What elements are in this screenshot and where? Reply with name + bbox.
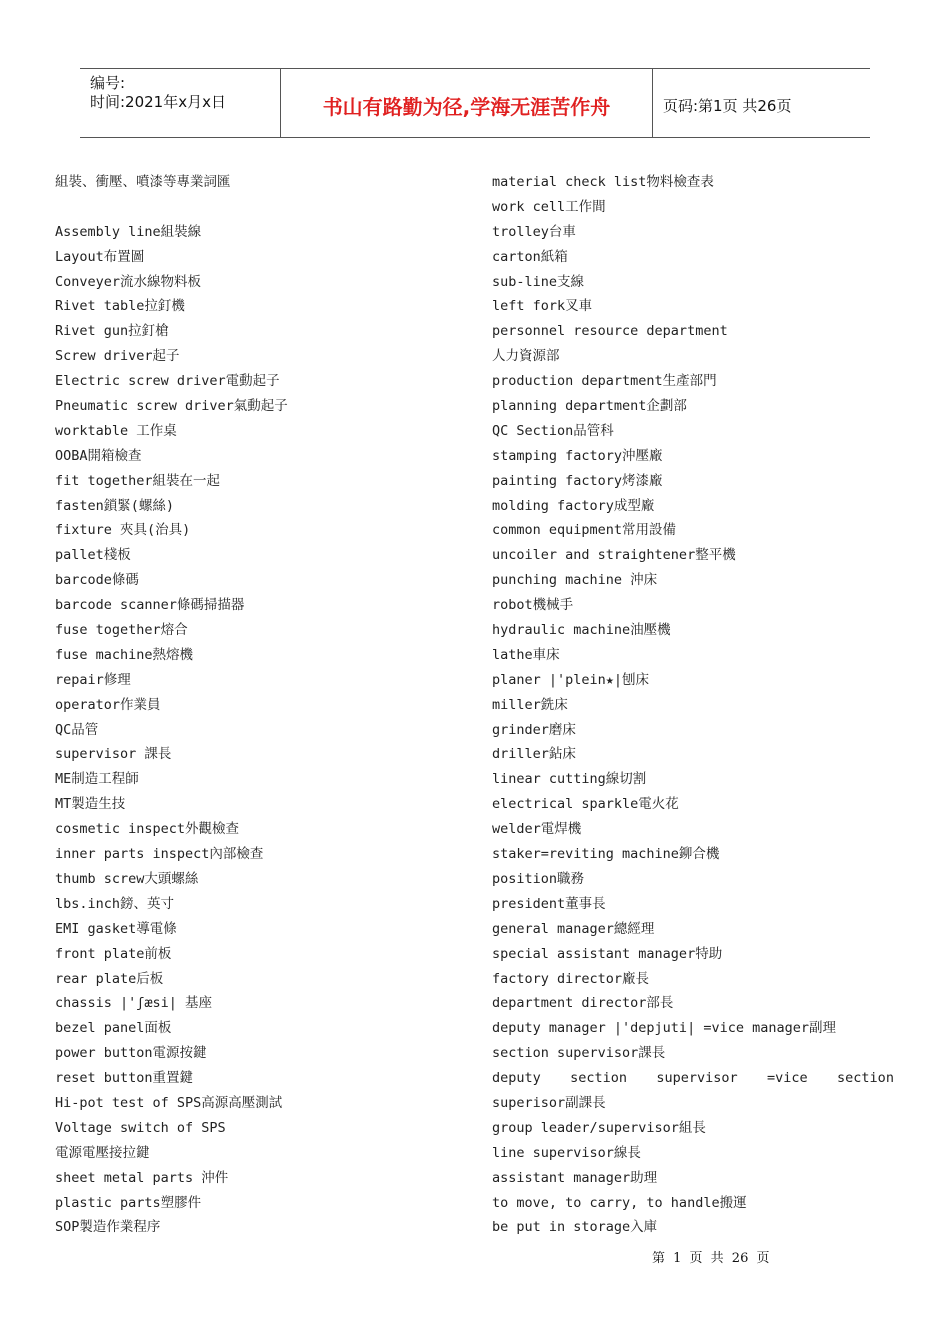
glossary-entry: sub-line支線 [492, 273, 585, 290]
glossary-entry: QC品管 [55, 721, 99, 738]
glossary-right-column [492, 170, 902, 1240]
glossary-entry: 人力資源部 [492, 348, 560, 365]
glossary-entry: Screw driver起子 [55, 348, 180, 365]
glossary-entry: material check list物料檢查表 [492, 174, 714, 190]
glossary-entry: repair修理 [55, 671, 131, 688]
glossary-entry: barcode條碼 [55, 572, 139, 589]
glossary-entry: inner parts inspect內部檢查 [55, 846, 264, 863]
glossary-entry: SOP製造作業程序 [55, 1219, 161, 1236]
glossary-entry [55, 195, 475, 220]
glossary-entry: operator作業員 [55, 696, 161, 713]
glossary-entry: worktable 工作桌 [55, 422, 177, 439]
glossary-entry [492, 1066, 894, 1091]
glossary-entry: Hi-pot test of SPS高源高壓測試 [55, 1094, 283, 1111]
glossary-entry: Assembly line組裝線 [55, 223, 202, 240]
glossary-entry-word: =vice [767, 1070, 808, 1087]
glossary-entry: bezel panel面板 [55, 1020, 172, 1037]
glossary-entry: supervisor 課長 [55, 746, 172, 763]
header-motto-cell [281, 69, 653, 137]
glossary-entry: planning department企劃部 [492, 398, 687, 415]
glossary-entry: Electric screw driver電動起子 [55, 373, 280, 390]
glossary-entry: deputy manager |'depjuti| =vice manager副理 [492, 1020, 836, 1037]
glossary-entry-word: section [837, 1070, 894, 1087]
glossary-entry: MT製造生技 [55, 796, 126, 813]
glossary-entry: electrical sparkle電火花 [492, 796, 679, 813]
glossary-entry: ME制造工程師 [55, 771, 139, 788]
glossary-entry: lbs.inch鎊、英寸 [55, 895, 175, 912]
glossary-entry: linear cutting線切割 [492, 771, 647, 788]
glossary-entry: driller鉆床 [492, 746, 576, 763]
glossary-entry: EMI gasket導電條 [55, 920, 177, 937]
glossary-entry: staker=reviting machine鉚合機 [492, 846, 720, 863]
glossary-entry: common equipment常用設備 [492, 522, 677, 539]
glossary-entry: president董事長 [492, 895, 606, 912]
glossary-entry-word: deputy [492, 1070, 541, 1087]
page-footer: 第 1 页 共 26 页 [652, 1251, 770, 1266]
header-page-info: 页码:第1页 共26页 [663, 97, 792, 115]
glossary-entry: fixture 夾具(治具) [55, 522, 191, 539]
glossary-entry: 電源電壓接拉鍵 [55, 1144, 150, 1161]
glossary-entry: stamping factory沖壓廠 [492, 447, 663, 464]
header-motto: 书山有路勤为径,学海无涯苦作舟 [322, 95, 611, 119]
header-page-cell [653, 69, 870, 137]
glossary-entry: special assistant manager特助 [492, 945, 723, 962]
glossary-entry: punching machine 沖床 [492, 572, 658, 589]
glossary-entry: Voltage switch of SPS [55, 1119, 226, 1136]
glossary-entry: reset button重置鍵 [55, 1070, 194, 1087]
glossary-entry: Layout布置圖 [55, 248, 145, 265]
glossary-entry: to move, to carry, to handle搬運 [492, 1194, 747, 1211]
page-header [80, 68, 870, 138]
glossary-entry: Rivet table拉釘機 [55, 298, 185, 315]
document-time-label: 时间:2021年x月x日 [90, 93, 226, 111]
glossary-entry: welder電焊機 [492, 821, 582, 838]
glossary-entry: molding factory成型廠 [492, 497, 655, 514]
glossary-entry-word: section [570, 1070, 628, 1087]
glossary-entry: chassis |'ʃæsi| 基座 [55, 995, 213, 1012]
glossary-entry: general manager總經理 [492, 920, 655, 937]
glossary-left-column [55, 170, 475, 1240]
glossary-entry: work cell工作間 [492, 198, 606, 215]
glossary-entry: fit together組裝在一起 [55, 472, 221, 489]
glossary-entry: QC Section品管科 [492, 422, 614, 439]
glossary-entry: robot機械手 [492, 597, 574, 614]
glossary-entry: front plate前板 [55, 945, 172, 962]
glossary-entry: Rivet gun拉釘槍 [55, 323, 169, 340]
glossary-entry: superisor副課長 [492, 1094, 606, 1111]
glossary-entry: cosmetic inspect外觀檢查 [55, 821, 240, 838]
glossary-entry: trolley台車 [492, 223, 576, 240]
document-number-label: 编号: [90, 74, 126, 92]
glossary-entry: Pneumatic screw driver氣動起子 [55, 398, 288, 415]
glossary-entry: miller銑床 [492, 696, 568, 713]
glossary-entry: grinder磨床 [492, 721, 576, 738]
header-meta-cell [80, 69, 281, 137]
glossary-entry-word: supervisor [656, 1070, 738, 1087]
glossary-entry: personnel resource department [492, 323, 728, 340]
glossary-entry: group leader/supervisor組長 [492, 1119, 706, 1136]
glossary-entry: barcode scanner條碼掃描器 [55, 597, 245, 614]
glossary-entry: power button電源按鍵 [55, 1045, 207, 1062]
glossary-entry: 組裝、衝壓、噴漆等專業詞匯 [55, 174, 231, 190]
glossary-entry: OOBA開箱檢查 [55, 447, 142, 464]
glossary-entry: assistant manager助理 [492, 1169, 658, 1186]
glossary-entry: department director部長 [492, 995, 674, 1012]
glossary-entry: carton紙箱 [492, 248, 568, 265]
glossary-entry: position職務 [492, 870, 585, 887]
glossary-entry: uncoiler and straightener整平機 [492, 547, 736, 564]
glossary-entry: Conveyer流水線物料板 [55, 273, 202, 290]
glossary-entry: pallet棧板 [55, 547, 131, 564]
glossary-entry: fasten鎖緊(螺絲) [55, 497, 175, 514]
glossary-entry: production department生產部門 [492, 373, 717, 390]
glossary-entry: lathe車床 [492, 646, 560, 663]
glossary-entry: thumb screw大頭螺絲 [55, 870, 199, 887]
glossary-entry: line supervisor線長 [492, 1144, 641, 1161]
glossary-entry: hydraulic machine油壓機 [492, 622, 671, 639]
glossary-entry: painting factory烤漆廠 [492, 472, 663, 489]
glossary-entry: fuse together熔合 [55, 622, 188, 639]
glossary-entry: planer |'plein★|刨床 [492, 671, 650, 688]
glossary-entry: sheet metal parts 沖件 [55, 1169, 229, 1186]
glossary-entry: section supervisor課長 [492, 1045, 666, 1062]
glossary-entry: left fork叉車 [492, 298, 593, 315]
glossary-entry: plastic parts塑膠件 [55, 1194, 202, 1211]
glossary-entry: fuse machine熱熔機 [55, 646, 194, 663]
glossary-entry: rear plate后板 [55, 970, 164, 987]
glossary-entry: factory director廠長 [492, 970, 650, 987]
glossary-entry: be put in storage入庫 [492, 1219, 658, 1236]
